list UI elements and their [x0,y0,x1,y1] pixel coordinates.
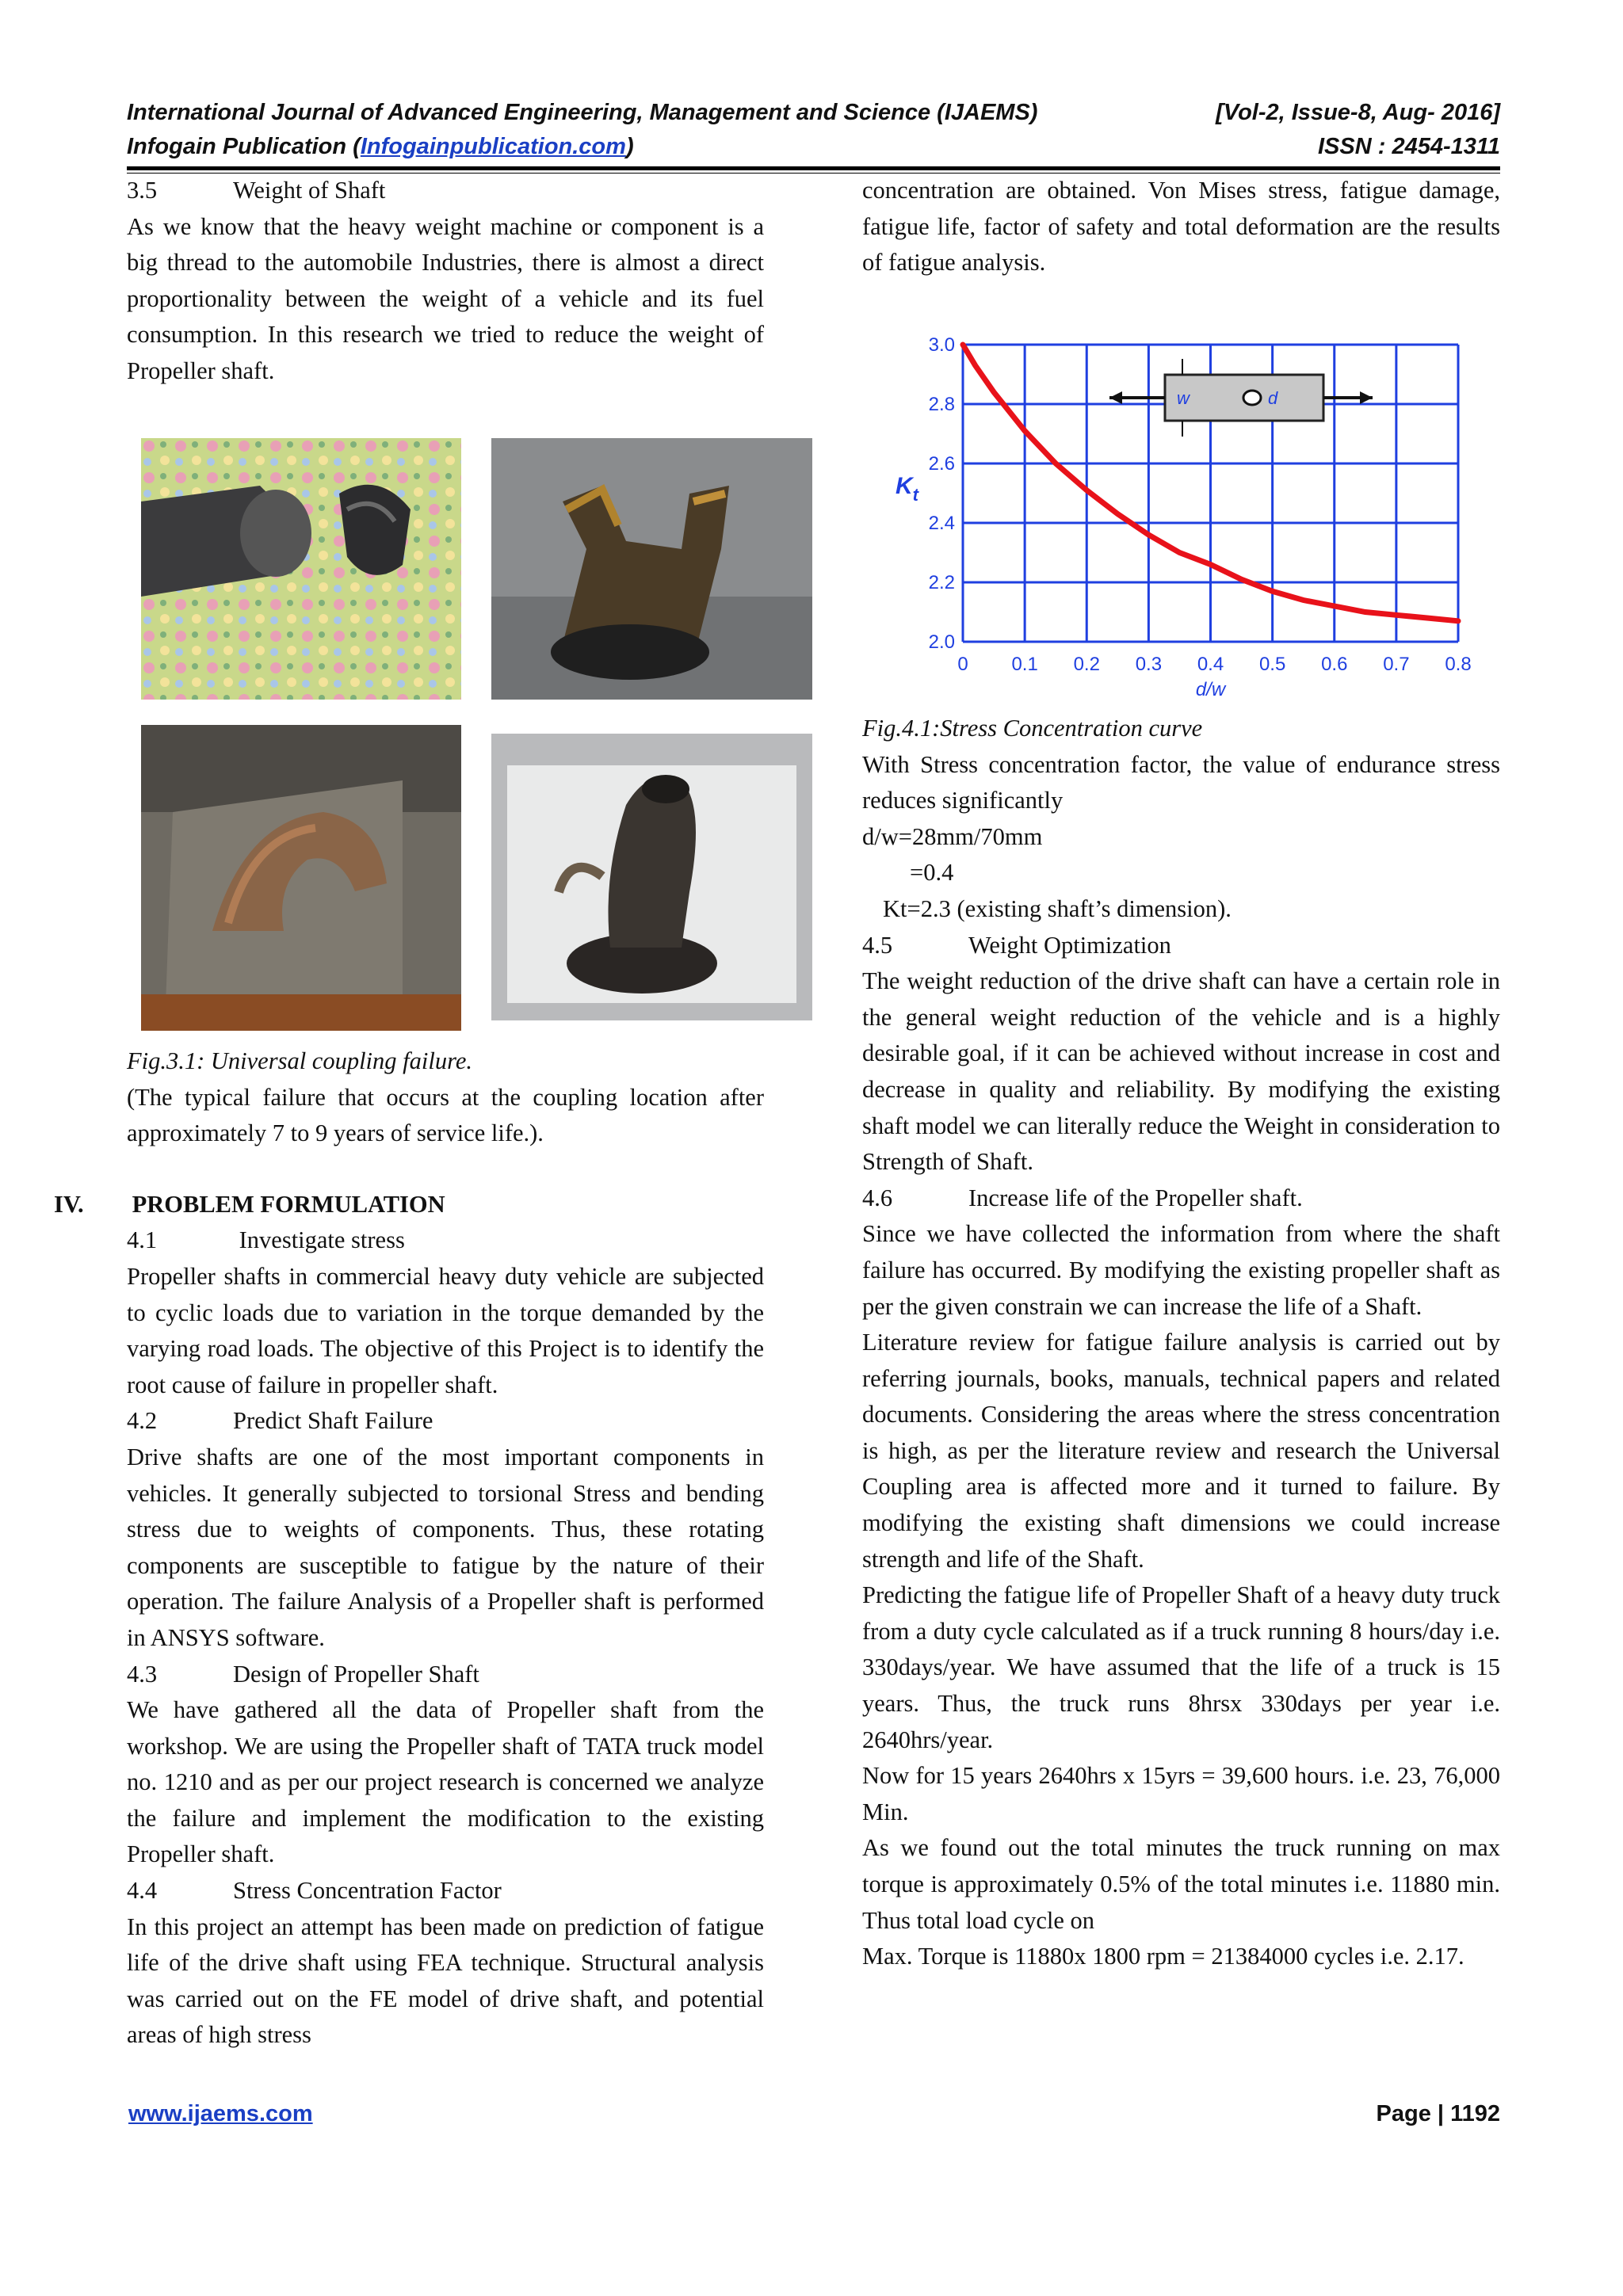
header-rule [127,166,1500,170]
para-4-6a: Since we have collected the information from where the shaft failure has occurred. By modifying the existing propeller shaft as per the given constrain we can increase the life of a Shaft. [862,1220,1500,1320]
para-4-6b: Literature review for fatigue failure analysis is carried out by referring journals, books, manuals, technical papers and related documents. Considering the areas where the stress concentration is high, as per the literature review and research the Universal Coupling area is affected more and it turned to failure. By modifying the existing shaft dimensions we could increase strength and life of the Shaft. [862,1329,1500,1573]
para-4-6e: As we found out the total minutes the truck running on max torque is approximately 0.5% of the total minutes i.e. 11880 min. Thus total load cycle on [862,1834,1500,1934]
x-tick-label: 0.4 [1197,654,1224,675]
inset-arrowhead-right [1360,391,1373,404]
x-tick-label: 0.7 [1383,654,1410,675]
heading-4-2: 4.2 Predict Shaft Failure [127,1407,433,1435]
running-header-top [127,100,1500,126]
para-4-2: Drive shafts are one of the most important components in vehicles. It generally subjected to torsional Stress and bending stress due to weights of components. Thus, these rotating components are susceptible to fatigue by the nature of their operation. The failure Analysis of a Propeller shaft is performed in ANSYS software. [127,1443,764,1651]
heading-4-5: 4.5 Weight Optimization [862,931,1171,959]
y-axis-label: $K_t$ [896,473,918,505]
y-tick-label: 2.6 [928,453,955,475]
para-4-3: We have gathered all the data of Propeller shaft from the workshop. We are using the Propeller shaft of TATA truck model no. 1210 and as per our project research is concerned we analyze the failure and implement the modification to the existing Propeller shaft. [127,1696,764,1868]
x-tick-label: 0.2 [1073,654,1100,675]
equation-value: =0.4 [910,859,954,887]
fig-3-1-caption: Fig.3.1: Universal coupling failure. [127,1047,472,1074]
journal-title: International Journal of Advanced Engineering, Management and Science (IJAEMS) [127,100,1038,125]
heading-4-3: 4.3 Design of Propeller Shaft [127,1660,479,1688]
y-tick-label: 3.0 [928,334,955,356]
para-4-5: The weight reduction of the drive shaft can have a certain role in the general weight reduction of the vehicle and is a highly desirable goal, if it can be achieved without increase in cost and decrease in quality and reliability. By modifying the existing shaft model we can literally reduce the Weight in consideration to Strength of Shaft. [862,967,1500,1176]
inset-arrowhead-left [1109,391,1122,404]
heading-4-4: 4.4 Stress Concentration Factor [127,1877,502,1905]
x-axis-label: d/w [1195,679,1226,700]
photo-failed-yoke-on-cloth [141,438,461,700]
para-4-1: Propeller shafts in commercial heavy duty vehicle are subjected to cyclic loads due to variation in the torque demanded by the varying road loads. The objective of this Project is to identify the root cause of failure in propeller shaft. [127,1262,764,1398]
fig-3-1-note: (The typical failure that occurs at the coupling location after approximately 7 to 9 years of service life.). [127,1083,764,1147]
running-header-bottom [127,134,1500,160]
right-column-top [862,173,1500,281]
volume-info: [Vol-2, Issue-8, Aug- 2016] [1216,100,1500,125]
y-tick-label: 2.0 [928,631,955,653]
inset-label-w: w [1177,388,1190,408]
photo-broken-yoke [491,438,812,700]
inset-hole [1243,391,1261,405]
page-number: Page | 1192 [1376,2101,1500,2126]
x-tick-label: 0.6 [1321,654,1348,675]
para-4-6d: Now for 15 years 2640hrs x 15yrs = 39,600 hours. i.e. 23, 76,000 Min. [862,1762,1500,1825]
x-tick-label: 0.3 [1135,654,1163,675]
heading-4-1: 4.1 Investigate stress [127,1226,405,1254]
y-tick-label: 2.2 [928,572,955,593]
left-column-top [127,173,764,390]
y-tick-label: 2.8 [928,394,955,415]
heading-3-5: 3.5 Weight of Shaft [127,177,386,204]
x-tick-label: 0 [957,654,968,675]
stress-concentration-chart [872,323,1490,711]
photo-cracked-coupling-on-vehicle [141,725,461,1031]
left-column-bottom [54,1043,764,2054]
para-4-4-continued: concentration are obtained. Von Mises stress, fatigue damage, fatigue life, factor of safety and total deformation are the results of fatigue analysis. [862,177,1500,277]
para-4-4: In this project an attempt has been made on prediction of fatigue life of the drive shaft using FEA technique. Structural analysis was carried out on the FE model of drive shaft, and potential areas of high stress [127,1913,764,2049]
para-3-5: As we know that the heavy weight machine or component is a big thread to the automobile Industries, there is almost a direct proportionality between the weight of a vehicle and its fuel consumption. In this research we tried to reduce the weight of Propeller shaft. [127,212,764,384]
issn: ISSN : 2454-1311 [1318,134,1500,159]
equation-dw: d/w=28mm/70mm [862,822,1043,850]
fig-4-1-caption: Fig.4.1:Stress Concentration curve [862,715,1203,742]
right-column-bottom [862,711,1500,1975]
heading-4-6: 4.6 Increase life of the Propeller shaft. [862,1184,1303,1211]
x-tick-label: 0.1 [1011,654,1038,675]
section-iv-heading: IV. PROBLEM FORMULATION [54,1190,445,1218]
para-4-6c: Predicting the fatigue life of Propeller Shaft of a heavy duty truck from a duty cycle calculated as if a truck running 8 hours/day i.e. 330days/year. We have assumed that the life of a truck is 15 years. Thus, the truck runs 8hrsx 330days per year i.e. 2640hrs/year. [862,1581,1500,1753]
para-endurance: With Stress concentration factor, the value of endurance stress reduces significantly [862,750,1500,814]
photo-fractured-yoke-on-paper [491,734,812,1020]
footer-website-link[interactable]: www.ijaems.com [128,2101,313,2126]
equation-kt: Kt=2.3 (existing shaft’s dimension). [883,894,1232,922]
publisher: Infogain Publication (Infogainpublication.com) [127,134,634,159]
publisher-link[interactable]: Infogainpublication.com [360,134,626,159]
chart-svg [872,323,1490,711]
x-tick-label: 0.5 [1258,654,1286,675]
y-tick-label: 2.4 [928,513,955,534]
para-4-6f: Max. Torque is 11880x 1800 rpm = 21384000 cycles i.e. 2.17. [862,1943,1465,1970]
x-tick-label: 0.8 [1445,654,1472,675]
inset-label-d: d [1268,388,1278,408]
